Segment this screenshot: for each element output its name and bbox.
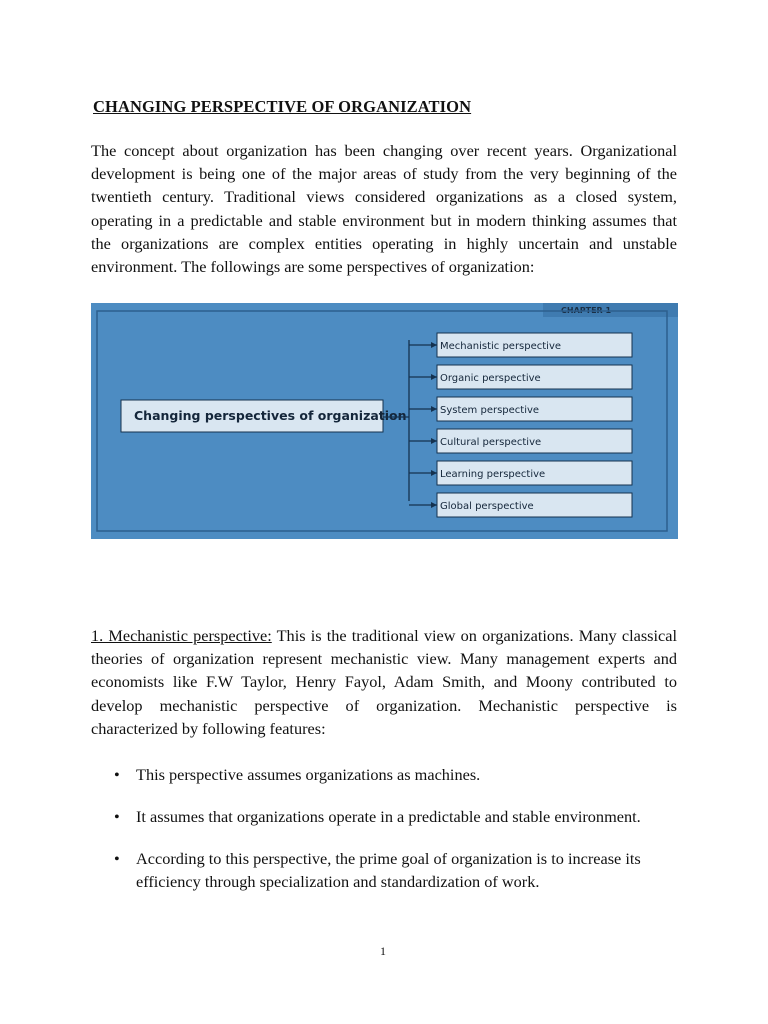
arrow-icon [431, 342, 437, 348]
branch-label: Global perspective [440, 501, 534, 512]
arrow-icon [431, 406, 437, 412]
root-label: Changing perspectives of organization [134, 408, 407, 423]
perspectives-diagram [91, 303, 678, 539]
branch-label: Mechanistic perspective [440, 341, 562, 352]
section-text: This is the traditional view on organizations. Many classical theories of organization represent mechanistic view. Many management experts and economists like F.W Taylor, Henry Fayol, Adam Smith, and Moony contributed to develop mechanistic perspective of organization. Mechanistic perspective is characterized by following features: [91, 626, 677, 738]
bullet-icon: • [114, 765, 120, 784]
page-title: CHANGING PERSPECTIVE OF ORGANIZATION [93, 97, 472, 116]
branch-group [409, 333, 632, 517]
list-item-text: According to this perspective, the prime goal of organization is to increase its efficiency through specialization and standardization of work. [136, 848, 641, 891]
bullet-icon: • [114, 848, 120, 868]
arrow-icon [431, 502, 437, 508]
arrow-icon [431, 374, 437, 380]
list-item [114, 847, 682, 893]
diagram-canvas [91, 303, 678, 539]
page-number: 1 [380, 944, 386, 958]
list-item-text: It assumes that organizations operate in a predictable and stable environment. [136, 806, 641, 826]
branch-label: Learning perspective [440, 469, 546, 480]
intro-paragraph: The concept about organization has been changing over recent years. Organizational development is being one of the major areas of study from the very beginning of the twentieth century. Traditional views considered organizations as a closed system, operating in a predictable and stable environment but in modern thinking assumes that the organizations are complex entities operating in highly uncertain and unstable environment. The followings are some perspectives of organization: [91, 141, 677, 277]
branch-label: Cultural perspective [440, 437, 542, 448]
arrow-icon [431, 470, 437, 476]
list-item-text: This perspective assumes organizations as machines. [136, 765, 481, 784]
branch-label: System perspective [440, 405, 540, 416]
feature-list [114, 763, 682, 912]
chapter-label: CHAPTER 1 [561, 306, 612, 315]
branch-label: Organic perspective [440, 373, 541, 384]
list-item [114, 805, 682, 828]
bullet-icon: • [114, 806, 120, 826]
mechanistic-paragraph [91, 624, 677, 740]
section-heading: 1. Mechanistic perspective: [91, 626, 272, 645]
arrow-icon [431, 438, 437, 444]
list-item [114, 763, 682, 786]
